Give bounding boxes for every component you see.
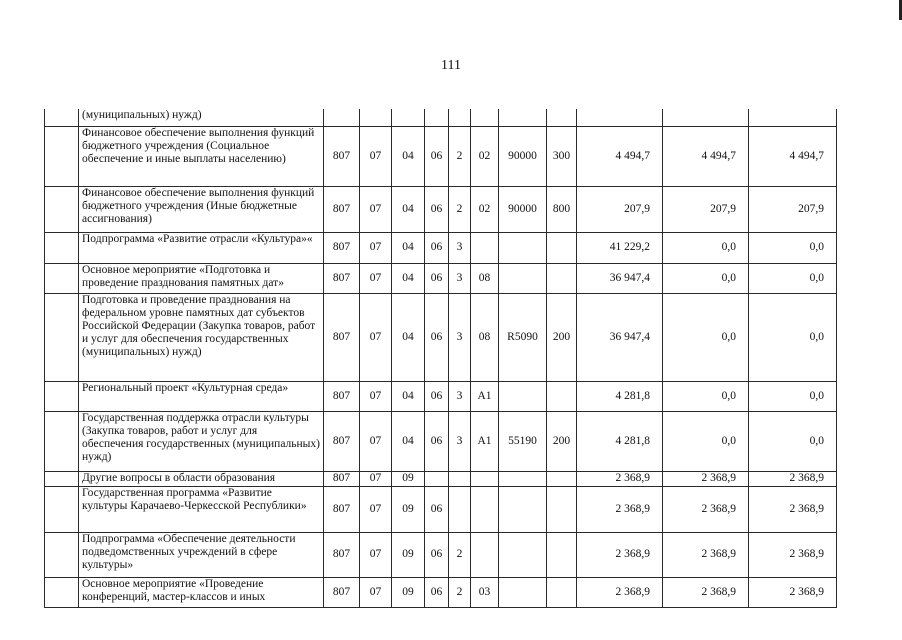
table-cell-year2: 0,0 bbox=[663, 381, 749, 411]
table-cell-om bbox=[471, 486, 499, 532]
table-cell-vr: 200 bbox=[547, 293, 577, 381]
table-cell-rz: 07 bbox=[360, 532, 392, 577]
table-cell-year3: 0,0 bbox=[749, 232, 837, 263]
table-row bbox=[45, 293, 837, 381]
table-cell-pp: 2 bbox=[449, 577, 471, 607]
table-cell-dir bbox=[499, 381, 547, 411]
table-cell-pp: 3 bbox=[449, 232, 471, 263]
table-cell-year1: 36 947,4 bbox=[577, 293, 663, 381]
table-cell-name: Основное мероприятие «Подготовка и проведение празднования памятных дат» bbox=[79, 263, 324, 293]
table-cell-ved: 807 bbox=[324, 577, 360, 607]
table-cell-om: 02 bbox=[471, 186, 499, 232]
table-cell-dir: 90000 bbox=[499, 126, 547, 186]
table-cell-ved: 807 bbox=[324, 381, 360, 411]
table-cell-gp: 06 bbox=[425, 532, 449, 577]
table-cell-ved: 807 bbox=[324, 232, 360, 263]
table-cell-year3: 2 368,9 bbox=[749, 471, 837, 486]
table-cell-dir bbox=[499, 577, 547, 607]
table-cell-year1: 4 494,7 bbox=[577, 126, 663, 186]
table-cell-ved: 807 bbox=[324, 471, 360, 486]
table-cell-index bbox=[45, 411, 79, 471]
table-cell-rz: 07 bbox=[360, 126, 392, 186]
table-cell-om bbox=[471, 471, 499, 486]
table-cell-rz: 07 bbox=[360, 381, 392, 411]
table-cell-pr: 09 bbox=[392, 486, 425, 532]
table-cell-ved bbox=[324, 109, 360, 126]
table-cell-pp: 2 bbox=[449, 532, 471, 577]
table-cell-name: Государственная поддержка отрасли культуры (Закупка товаров, работ и услуг для обеспечения государственных (муниципальных) нужд) bbox=[79, 411, 324, 471]
table-cell-year3: 2 368,9 bbox=[749, 532, 837, 577]
table-cell-ved: 807 bbox=[324, 411, 360, 471]
table-cell-om: A1 bbox=[471, 411, 499, 471]
table-row bbox=[45, 232, 837, 263]
table-cell-pr: 04 bbox=[392, 381, 425, 411]
table-cell-om bbox=[471, 232, 499, 263]
table-cell-vr bbox=[547, 486, 577, 532]
table-cell-gp: 06 bbox=[425, 486, 449, 532]
page-number: 111 bbox=[441, 58, 461, 73]
table-cell-om bbox=[471, 532, 499, 577]
table-cell-gp: 06 bbox=[425, 263, 449, 293]
table-cell-rz: 07 bbox=[360, 486, 392, 532]
table-cell-pp bbox=[449, 471, 471, 486]
table-cell-year3: 0,0 bbox=[749, 381, 837, 411]
table-cell-dir bbox=[499, 486, 547, 532]
table-cell-vr: 300 bbox=[547, 126, 577, 186]
table-cell-index bbox=[45, 232, 79, 263]
table-row bbox=[45, 186, 837, 232]
table-cell-pp: 3 bbox=[449, 263, 471, 293]
table-cell-name: Финансовое обеспечение выполнения функций бюджетного учреждения (Социальное обеспечение и иные выплаты населению) bbox=[79, 126, 324, 186]
table-cell-year3: 2 368,9 bbox=[749, 486, 837, 532]
table-cell-year3: 2 368,9 bbox=[749, 577, 837, 607]
table-cell-vr: 800 bbox=[547, 186, 577, 232]
table-cell-index bbox=[45, 577, 79, 607]
table-cell-dir: 55190 bbox=[499, 411, 547, 471]
table-cell-name: Другие вопросы в области образования bbox=[79, 471, 324, 486]
table-cell-year2: 4 494,7 bbox=[663, 126, 749, 186]
table-cell-gp: 06 bbox=[425, 186, 449, 232]
table-cell-rz: 07 bbox=[360, 232, 392, 263]
table-cell-year2: 0,0 bbox=[663, 263, 749, 293]
table-cell-year1: 4 281,8 bbox=[577, 381, 663, 411]
table-cell-year1: 2 368,9 bbox=[577, 471, 663, 486]
table-cell-index bbox=[45, 126, 79, 186]
table-cell-rz: 07 bbox=[360, 293, 392, 381]
table-cell-index bbox=[45, 263, 79, 293]
table-cell-year2: 0,0 bbox=[663, 232, 749, 263]
table-cell-index bbox=[45, 532, 79, 577]
table-cell-pp: 2 bbox=[449, 126, 471, 186]
table-cell-rz: 07 bbox=[360, 263, 392, 293]
table-cell-year2: 2 368,9 bbox=[663, 471, 749, 486]
table-cell-gp bbox=[425, 109, 449, 126]
table-cell-pr: 04 bbox=[392, 411, 425, 471]
table-cell-name: Подпрограмма «Развитие отрасли «Культура»« bbox=[79, 232, 324, 263]
table-cell-year3: 4 494,7 bbox=[749, 126, 837, 186]
table-row bbox=[45, 126, 837, 186]
budget-table bbox=[44, 109, 837, 608]
table-cell-year1: 2 368,9 bbox=[577, 486, 663, 532]
table-cell-ved: 807 bbox=[324, 293, 360, 381]
table-cell-vr: 200 bbox=[547, 411, 577, 471]
table-cell-gp: 06 bbox=[425, 381, 449, 411]
table-cell-gp: 06 bbox=[425, 411, 449, 471]
table-cell-pr: 04 bbox=[392, 126, 425, 186]
table-cell-year1: 41 229,2 bbox=[577, 232, 663, 263]
table-cell-pr: 04 bbox=[392, 186, 425, 232]
table-cell-index bbox=[45, 293, 79, 381]
table-cell-year1: 4 281,8 bbox=[577, 411, 663, 471]
table-cell-ved: 807 bbox=[324, 126, 360, 186]
table-cell-vr bbox=[547, 232, 577, 263]
table-cell-om: A1 bbox=[471, 381, 499, 411]
table-row bbox=[45, 532, 837, 577]
table-cell-pr: 04 bbox=[392, 232, 425, 263]
table-cell-dir: 90000 bbox=[499, 186, 547, 232]
table-cell-gp: 06 bbox=[425, 293, 449, 381]
table-row bbox=[45, 486, 837, 532]
table-cell-pr: 04 bbox=[392, 293, 425, 381]
table-cell-name: Государственная программа «Развитие культуры Карачаево-Черкесской Республики» bbox=[79, 486, 324, 532]
table-cell-ved: 807 bbox=[324, 263, 360, 293]
table-cell-index bbox=[45, 381, 79, 411]
table-cell-vr bbox=[547, 471, 577, 486]
table-row bbox=[45, 577, 837, 607]
table-cell-vr bbox=[547, 109, 577, 126]
table-cell-rz: 07 bbox=[360, 577, 392, 607]
table-cell-name: Подготовка и проведение празднования на федеральном уровне памятных дат субъектов Российской Федерации (Закупка товаров, работ и услуг для обеспечения государственных (муниципальных) нужд) bbox=[79, 293, 324, 381]
table-cell-dir bbox=[499, 232, 547, 263]
table-row bbox=[45, 471, 837, 486]
table-cell-dir bbox=[499, 471, 547, 486]
table-cell-om: 08 bbox=[471, 293, 499, 381]
budget-table-body bbox=[45, 109, 837, 607]
table-cell-pr bbox=[392, 109, 425, 126]
table-cell-pr: 09 bbox=[392, 471, 425, 486]
table-cell-year3 bbox=[749, 109, 837, 126]
table-cell-om: 02 bbox=[471, 126, 499, 186]
table-cell-year3: 0,0 bbox=[749, 263, 837, 293]
table-cell-year3: 0,0 bbox=[749, 293, 837, 381]
table-cell-gp bbox=[425, 471, 449, 486]
table-cell-year2: 2 368,9 bbox=[663, 532, 749, 577]
table-cell-name: Финансовое обеспечение выполнения функций бюджетного учреждения (Иные бюджетные ассигнования) bbox=[79, 186, 324, 232]
table-cell-year1: 2 368,9 bbox=[577, 577, 663, 607]
table-cell-year2: 2 368,9 bbox=[663, 486, 749, 532]
table-row bbox=[45, 381, 837, 411]
table-cell-pp bbox=[449, 486, 471, 532]
table-cell-index bbox=[45, 186, 79, 232]
table-cell-ved: 807 bbox=[324, 186, 360, 232]
table-cell-index bbox=[45, 471, 79, 486]
table-cell-gp: 06 bbox=[425, 126, 449, 186]
table-cell-name: Региональный проект «Культурная среда» bbox=[79, 381, 324, 411]
table-cell-name: (муниципальных) нужд) bbox=[79, 109, 324, 126]
table-cell-year1: 2 368,9 bbox=[577, 532, 663, 577]
table-cell-vr bbox=[547, 577, 577, 607]
table-cell-year3: 207,9 bbox=[749, 186, 837, 232]
table-cell-rz: 07 bbox=[360, 471, 392, 486]
table-cell-index bbox=[45, 109, 79, 126]
table-cell-dir bbox=[499, 109, 547, 126]
table-cell-om: 03 bbox=[471, 577, 499, 607]
table-row bbox=[45, 411, 837, 471]
table-cell-year1 bbox=[577, 109, 663, 126]
table-cell-dir bbox=[499, 532, 547, 577]
table-cell-rz: 07 bbox=[360, 411, 392, 471]
table-cell-name: Основное мероприятие «Проведение конференций, мастер-классов и иных bbox=[79, 577, 324, 607]
table-cell-dir: R5090 bbox=[499, 293, 547, 381]
table-cell-om bbox=[471, 109, 499, 126]
table-cell-pp bbox=[449, 109, 471, 126]
table-cell-year2: 207,9 bbox=[663, 186, 749, 232]
table-cell-pp: 3 bbox=[449, 381, 471, 411]
table-cell-year1: 36 947,4 bbox=[577, 263, 663, 293]
table-row bbox=[45, 109, 837, 126]
table-cell-year1: 207,9 bbox=[577, 186, 663, 232]
table-cell-pr: 09 bbox=[392, 532, 425, 577]
table-cell-pp: 3 bbox=[449, 293, 471, 381]
table-cell-pr: 09 bbox=[392, 577, 425, 607]
table-cell-gp: 06 bbox=[425, 577, 449, 607]
table-cell-ved: 807 bbox=[324, 486, 360, 532]
table-cell-ved: 807 bbox=[324, 532, 360, 577]
table-cell-pr: 04 bbox=[392, 263, 425, 293]
table-cell-index bbox=[45, 486, 79, 532]
table-cell-vr bbox=[547, 532, 577, 577]
table-cell-vr bbox=[547, 381, 577, 411]
table-cell-rz: 07 bbox=[360, 186, 392, 232]
table-cell-year2: 2 368,9 bbox=[663, 577, 749, 607]
table-cell-year2 bbox=[663, 109, 749, 126]
table-cell-year2: 0,0 bbox=[663, 411, 749, 471]
table-cell-rz bbox=[360, 109, 392, 126]
table-cell-year3: 0,0 bbox=[749, 411, 837, 471]
table-cell-gp: 06 bbox=[425, 232, 449, 263]
table-cell-year2: 0,0 bbox=[663, 293, 749, 381]
table-cell-dir bbox=[499, 263, 547, 293]
table-cell-pp: 3 bbox=[449, 411, 471, 471]
table-cell-name: Подпрограмма «Обеспечение деятельности подведомственных учреждений в сфере культуры» bbox=[79, 532, 324, 577]
table-row bbox=[45, 263, 837, 293]
table-cell-vr bbox=[547, 263, 577, 293]
table-cell-pp: 2 bbox=[449, 186, 471, 232]
table-cell-om: 08 bbox=[471, 263, 499, 293]
